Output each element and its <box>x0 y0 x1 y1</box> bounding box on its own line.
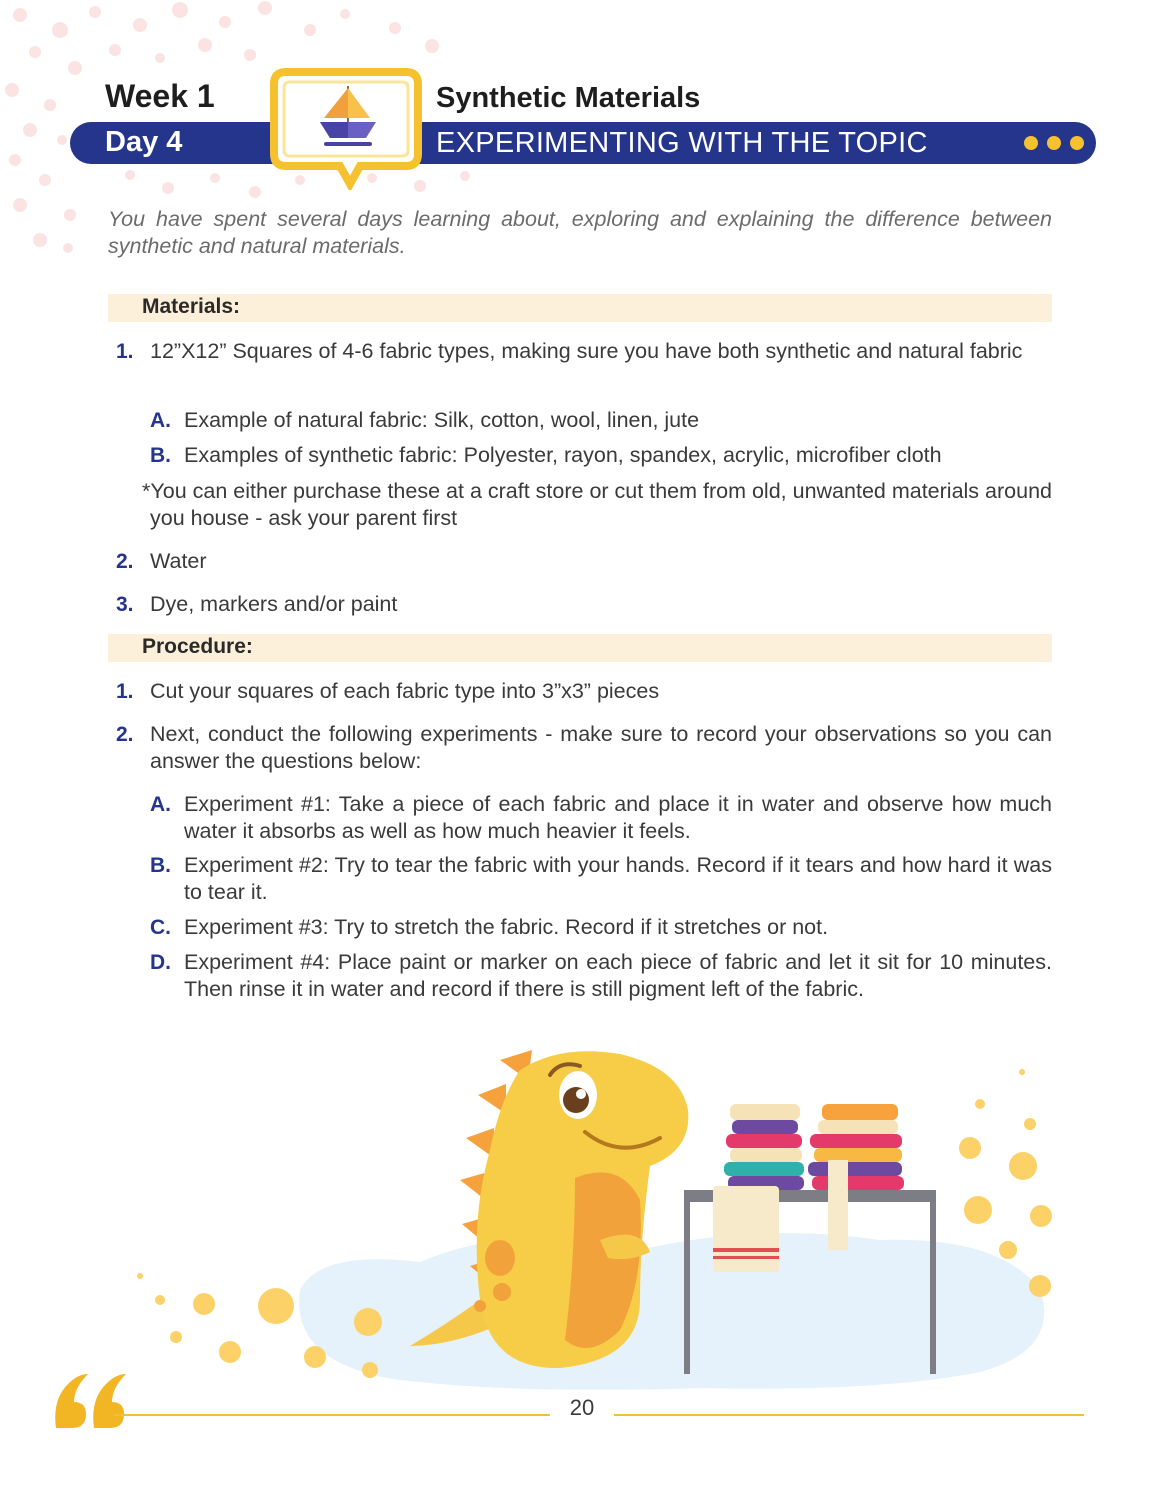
dinosaur-fabric-illustration <box>0 1040 1150 1400</box>
procedure-item-number: 2. <box>116 723 134 746</box>
materials-item-text: Water <box>150 549 207 573</box>
procedure-subitem-letter: C. <box>150 916 171 939</box>
quote-mark-icon <box>52 1368 128 1432</box>
procedure-subitem-text: Experiment #1: Take a piece of each fabric and place it in water and observe how much water it absorbs as well as how much heavier it feels. <box>184 792 1052 843</box>
procedure-subitem-text: Experiment #4: Place paint or marker on each piece of fabric and let it sit for 10 minutes. Then rinse it in water and record if there is still pigment left of the fabric. <box>184 950 1052 1001</box>
procedure-subitem-letter: D. <box>150 951 171 974</box>
procedure-subitem-letter: B. <box>150 854 171 877</box>
week-label: Week 1 <box>105 78 215 114</box>
topic-title: Synthetic Materials <box>436 82 701 114</box>
materials-heading: Materials: <box>142 295 241 318</box>
materials-item-number: 3. <box>116 593 134 616</box>
materials-subitem-letter: A. <box>150 409 171 432</box>
materials-item-number: 1. <box>116 340 134 363</box>
materials-item-text: 12”X12” Squares of 4-6 fabric types, making sure you have both synthetic and natural fabric <box>150 339 1023 363</box>
procedure-subitem-text: Experiment #3: Try to stretch the fabric. Record if it stretches or not. <box>184 915 829 939</box>
materials-subitem-text: Example of natural fabric: Silk, cotton, wool, linen, jute <box>184 408 700 432</box>
speech-bubble-icon <box>268 66 424 190</box>
intro-paragraph: You have spent several days learning about, exploring and explaining the difference between synthetic and natural materials. <box>108 207 1052 258</box>
procedure-subitem-letter: A. <box>150 793 171 816</box>
ellipsis-dots-icon <box>1022 133 1086 153</box>
procedure-item-number: 1. <box>116 680 134 703</box>
materials-heading-bar <box>108 294 1052 322</box>
page-number: 20 <box>569 1395 595 1420</box>
procedure-subitem-text: Experiment #2: Try to tear the fabric with your hands. Record if it tears and how hard it was to tear it. <box>184 853 1052 904</box>
footer-rule-left <box>114 1414 550 1416</box>
materials-note: *You can either purchase these at a craft store or cut them from old, unwanted materials around you house - ask your parent first <box>142 479 1052 530</box>
materials-item-text: Dye, markers and/or paint <box>150 592 398 616</box>
materials-subitem-text: Examples of synthetic fabric: Polyester, rayon, spandex, acrylic, microfiber cloth <box>184 443 942 467</box>
day-label: Day 4 <box>105 126 183 158</box>
procedure-item-text: Next, conduct the following experiments - make sure to record your observations so you can answer the questions below: <box>150 722 1052 773</box>
materials-item-number: 2. <box>116 550 134 573</box>
procedure-item-text: Cut your squares of each fabric type into 3”x3” pieces <box>150 679 660 703</box>
materials-subitem-letter: B. <box>150 444 171 467</box>
procedure-heading-bar <box>108 634 1052 662</box>
topic-subtitle: EXPERIMENTING WITH THE TOPIC <box>436 127 928 159</box>
footer-rule-right <box>614 1414 1084 1416</box>
procedure-heading: Procedure: <box>142 635 253 658</box>
